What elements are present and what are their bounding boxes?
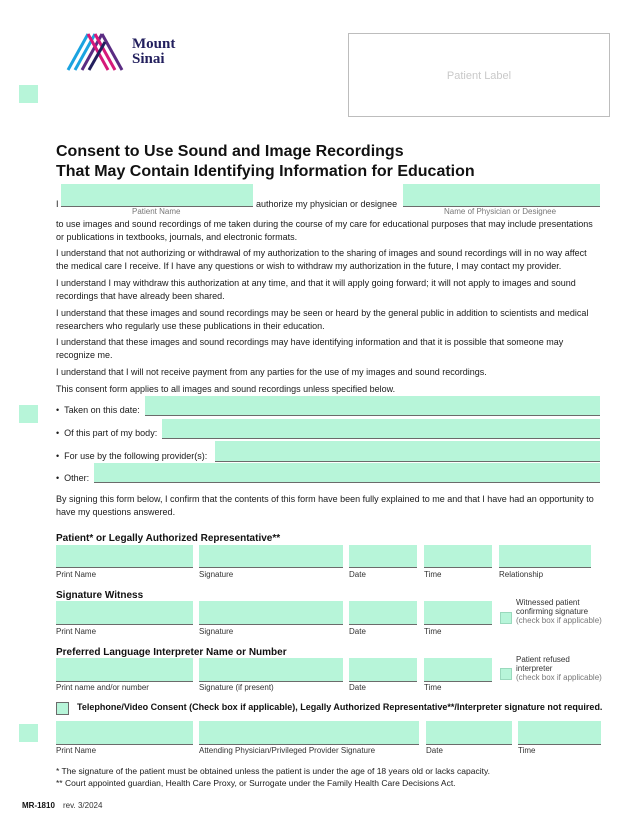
patient-label-text: Patient Label [446, 70, 512, 82]
logo [66, 30, 196, 72]
page-title-line1: Consent to Use Sound and Image Recordings [56, 143, 404, 160]
patient-relationship-field[interactable] [499, 545, 591, 568]
taken-date-field[interactable] [145, 396, 600, 416]
interpreter-signature-label: Signature (if present) [199, 683, 274, 692]
bullet-providers: • For use by the following provider(s): [56, 451, 208, 461]
bullet-other-label: Other: [64, 473, 90, 483]
patient-name-label: Patient Name [132, 207, 181, 216]
providers-field[interactable] [215, 441, 600, 462]
paragraph-withdraw: I understand I may withdraw this authorization at any time, and that it will apply going forward; it will not apply to images and sound recordings that have already been shared. [56, 278, 576, 301]
witness-print-name-field[interactable] [56, 601, 193, 625]
witnessed-checkbox[interactable] [500, 612, 512, 624]
witness-section-title: Signature Witness [56, 590, 144, 601]
patient-relationship-label: Relationship [499, 570, 544, 579]
attending-date-label: Date [426, 746, 443, 755]
bullet-providers-label: For use by the following provider(s): [64, 451, 208, 461]
interpreter-name-label: Print name and/or number [56, 683, 149, 692]
patient-print-name-field[interactable] [56, 545, 193, 568]
attending-signature-label: Attending Physician/Privileged Provider Signature [199, 746, 376, 755]
form-revision: rev. 3/2024 [63, 801, 103, 810]
interpreter-time-label: Time [424, 683, 442, 692]
attending-time-label: Time [518, 746, 536, 755]
bullet-other: • Other: [56, 473, 90, 483]
logo-text-sinai: Sinai [132, 51, 165, 67]
interpreter-time-field[interactable] [424, 658, 492, 682]
witness-time-field[interactable] [424, 601, 492, 625]
attending-print-name-label: Print Name [56, 746, 97, 755]
page-title [56, 142, 576, 182]
refused-check-line1: Patient refused [516, 655, 570, 664]
bullet-body-part-label: Of this part of my body: [64, 428, 158, 438]
footnote-patient-signature: * The signature of the patient must be obtained unless the patient is under the age of 18 years old or lacks capacity. [56, 766, 490, 776]
form-id: MR-1810 [22, 801, 55, 810]
intro-i: I [56, 199, 59, 209]
witnessed-check-line2: confirming signature [516, 607, 589, 616]
refused-interpreter-checkbox[interactable] [500, 668, 512, 680]
interpreter-date-label: Date [349, 683, 366, 692]
bullet-taken-date: • Taken on this date: [56, 405, 140, 415]
refused-check-note: (check box if applicable) [516, 673, 602, 682]
patient-signature-field[interactable] [199, 545, 343, 568]
interpreter-name-field[interactable] [56, 658, 193, 682]
witness-signature-field[interactable] [199, 601, 343, 625]
logo-text-mount: Mount [132, 36, 176, 52]
paragraph-applies: This consent form applies to all images and sound recordings unless specified below. [56, 384, 396, 394]
patient-print-name-label: Print Name [56, 570, 97, 579]
physician-name-label: Name of Physician or Designee [444, 207, 557, 216]
refused-check-line2: interpreter [516, 664, 553, 673]
intro-continuation: to use images and sound recordings of me taken during the course of my care for educational purposes that may include presentations or publications in textbooks, journals, and electronic formats. [56, 219, 593, 242]
patient-date-label: Date [349, 570, 366, 579]
attending-signature-field[interactable] [199, 721, 419, 745]
telephone-consent-checkbox[interactable] [56, 702, 69, 715]
witness-date-label: Date [349, 627, 366, 636]
mount-sinai-logo-icon [66, 30, 128, 72]
attending-time-field[interactable] [518, 721, 601, 745]
margin-marker [19, 405, 38, 423]
witness-print-name-label: Print Name [56, 627, 97, 636]
intro-authorize-text: authorize my physician or designee [256, 199, 398, 209]
witness-time-label: Time [424, 627, 442, 636]
witnessed-check-note: (check box if applicable) [516, 616, 602, 625]
signing-statement: By signing this form below, I confirm that the contents of this form have been fully explained to me and that I have had an opportunity to have my questions answered. [56, 494, 594, 517]
bullet-taken-date-label: Taken on this date: [64, 405, 140, 415]
other-field[interactable] [94, 463, 600, 483]
patient-time-label: Time [424, 570, 442, 579]
witness-date-field[interactable] [349, 601, 417, 625]
witnessed-check-line1: Witnessed patient [516, 598, 580, 607]
footnote-guardian: ** Court appointed guardian, Health Care Proxy, or Surrogate under the Family Health Care Decisions Act. [56, 778, 456, 788]
patient-section-title: Patient* or Legally Authorized Representative** [56, 533, 281, 544]
telephone-consent-text: Telephone/Video Consent (Check box if applicable), Legally Authorized Representative**/Interpreter signature not required. [77, 702, 603, 712]
witness-signature-label: Signature [199, 627, 234, 636]
page-title-line2: That May Contain Identifying Information for Education [56, 163, 475, 180]
margin-marker [19, 724, 38, 742]
interpreter-date-field[interactable] [349, 658, 417, 682]
interpreter-section-title: Preferred Language Interpreter Name or Number [56, 647, 287, 658]
physician-name-field[interactable] [403, 184, 600, 207]
paragraph-identifying: I understand that these images and sound recordings may have identifying information and that it is possible that someone may recognize me. [56, 337, 564, 360]
patient-signature-label: Signature [199, 570, 234, 579]
patient-label-box [348, 33, 610, 117]
paragraph-public: I understand that these images and sound recordings may be seen or heard by the general public in addition to scientists and medical researchers who regularly use these publications in their education. [56, 308, 589, 331]
patient-time-field[interactable] [424, 545, 492, 568]
body-part-field[interactable] [162, 419, 600, 439]
margin-marker [19, 85, 38, 103]
attending-date-field[interactable] [426, 721, 512, 745]
patient-date-field[interactable] [349, 545, 417, 568]
patient-name-field[interactable] [61, 184, 253, 207]
bullet-body-part: • Of this part of my body: [56, 428, 158, 438]
attending-print-name-field[interactable] [56, 721, 193, 745]
interpreter-signature-field[interactable] [199, 658, 343, 682]
paragraph-payment: I understand that I will not receive payment from any parties for the use of my images and sound recordings. [56, 367, 487, 377]
paragraph-no-effect: I understand that not authorizing or withdrawal of my authorization to the sharing of images and sound recordings will in no way affect the medical care I receive. If I have any questions or wish to withdraw my authorization in the future, I may contact my provider. [56, 248, 587, 271]
